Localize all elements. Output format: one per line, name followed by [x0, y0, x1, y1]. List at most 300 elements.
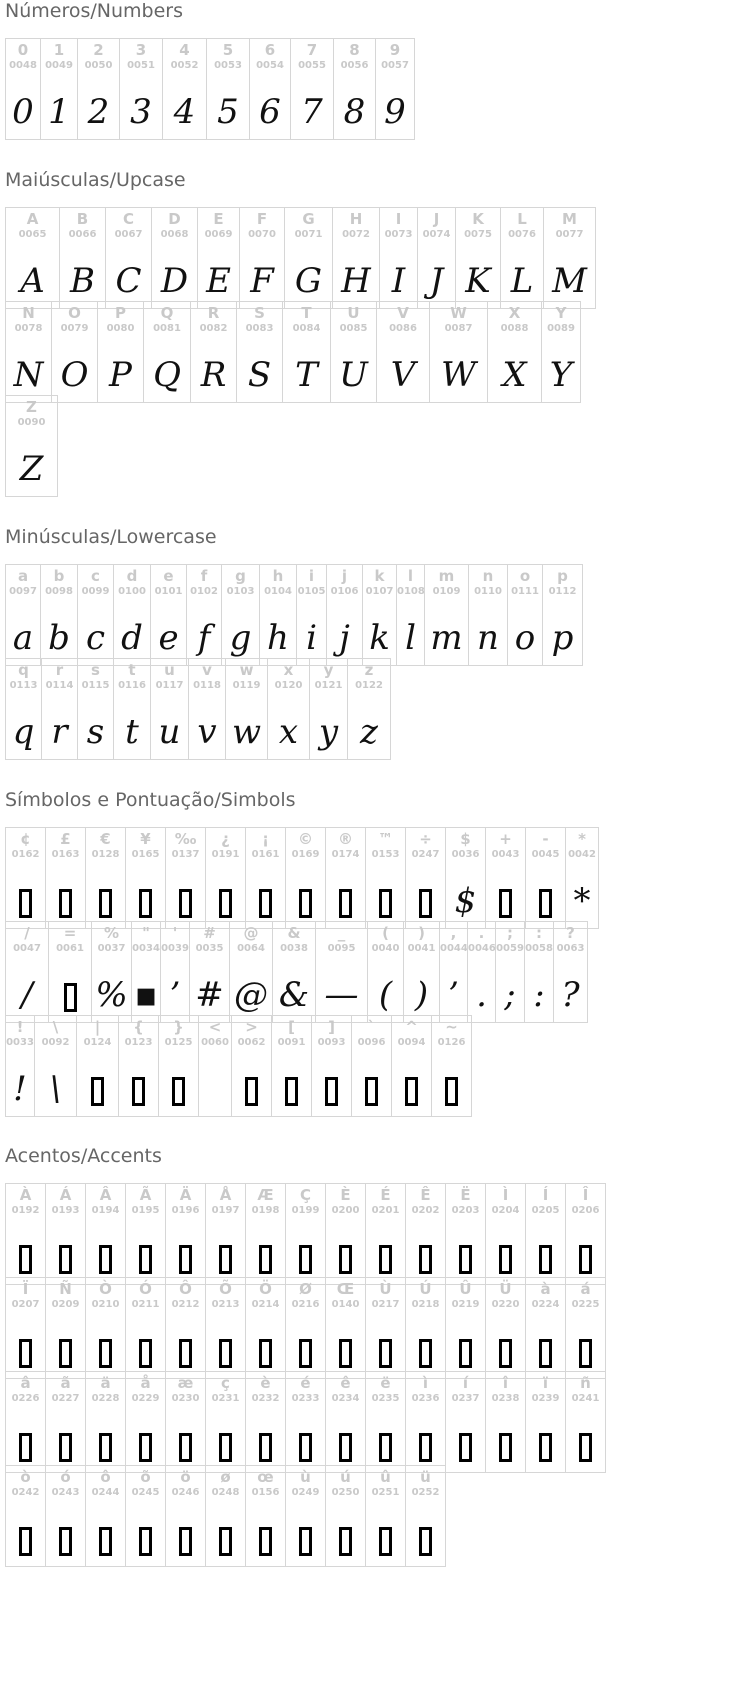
glyph-cell: [445, 1183, 486, 1285]
glyph-cell: [158, 1015, 199, 1117]
glyph-cell: [362, 564, 397, 666]
char-code: 0107: [365, 586, 394, 597]
missing-glyph-box-icon: [326, 1422, 365, 1468]
char-code: 0174: [331, 849, 360, 860]
char-code: 0219: [451, 1299, 480, 1310]
char-label: l: [407, 567, 414, 585]
missing-glyph-box-icon: [432, 1066, 471, 1112]
char-code: 0076: [508, 229, 536, 240]
char-code: 0239: [531, 1393, 560, 1404]
char-code: 0084: [292, 323, 321, 334]
char-label: Z: [26, 398, 37, 416]
missing-glyph-box-icon: [126, 1422, 165, 1468]
glyph-row: [5, 827, 598, 929]
char-code: 0038: [280, 943, 308, 954]
glyph-cell: [365, 1183, 406, 1285]
char-code: 0117: [155, 680, 184, 691]
glyph-cell: [315, 921, 368, 1023]
char-code: 0218: [411, 1299, 440, 1310]
char-label: #: [203, 924, 216, 942]
char-code: 0161: [251, 849, 280, 860]
char-code: 0051: [127, 60, 155, 71]
glyph-sample: @: [234, 975, 268, 1015]
glyph-cell: [485, 1277, 526, 1379]
glyph-cell: [367, 921, 404, 1023]
char-label: ô: [100, 1468, 111, 1486]
char-label: Â: [99, 1186, 112, 1204]
missing-glyph-box-icon: [366, 1516, 405, 1562]
glyph-cell: [565, 827, 599, 929]
glyph-sample: C: [115, 261, 142, 301]
glyph-row: [5, 1015, 471, 1117]
glyph-cell: [365, 1277, 406, 1379]
char-label: ö: [180, 1468, 191, 1486]
missing-glyph-box-icon: [486, 1234, 525, 1280]
glyph-cell: [325, 1183, 366, 1285]
glyph-row: [5, 395, 57, 497]
glyph-cell: [5, 207, 60, 309]
char-code: 0162: [11, 849, 40, 860]
glyph-sample: Q: [153, 355, 181, 395]
glyph-cell: [165, 1465, 206, 1567]
missing-glyph-box-icon: [406, 1234, 445, 1280]
glyph-sample: a: [12, 618, 34, 658]
missing-glyph-box-icon: [206, 1328, 245, 1374]
char-code: 0075: [464, 229, 492, 240]
char-label: Û: [459, 1280, 472, 1298]
char-code: 0048: [9, 60, 37, 71]
char-code: 0233: [291, 1393, 320, 1404]
char-label: ]: [328, 1018, 335, 1036]
char-label: Ì: [502, 1186, 509, 1204]
char-label: g: [235, 567, 246, 585]
glyph-sample: H: [341, 261, 371, 301]
missing-glyph-box-icon: [352, 1066, 391, 1112]
char-code: 0081: [153, 323, 181, 334]
glyph-cell: [542, 564, 583, 666]
char-label: b: [53, 567, 65, 585]
glyph-sample: \: [49, 1069, 62, 1109]
char-code: 0056: [340, 60, 369, 71]
missing-glyph-box-icon: [366, 878, 405, 924]
missing-glyph-box-icon: [206, 878, 245, 924]
glyph-cell: [5, 921, 49, 1023]
char-label: 1: [53, 41, 65, 59]
char-label: a: [17, 567, 29, 585]
char-label: M: [562, 210, 577, 228]
glyph-cell: [77, 564, 114, 666]
char-label: 6: [264, 41, 276, 59]
missing-glyph-box-icon: [486, 878, 525, 924]
glyph-cell: [165, 827, 206, 929]
missing-glyph-box-icon: [446, 1328, 485, 1374]
char-code: 0153: [371, 849, 400, 860]
glyph-cell: [245, 1371, 286, 1473]
char-code: 0194: [91, 1205, 120, 1216]
char-code: 0191: [211, 849, 240, 860]
char-code: 0074: [422, 229, 451, 240]
char-code: 0062: [237, 1037, 266, 1048]
glyph-cell: [85, 827, 126, 929]
glyph-cell: [5, 1183, 46, 1285]
glyph-cell: [245, 1183, 286, 1285]
glyph-cell: [165, 1277, 206, 1379]
glyph-row: [5, 1371, 605, 1473]
char-label: Ê: [420, 1186, 431, 1204]
glyph-sample: 3: [130, 92, 152, 132]
glyph-sample: G: [294, 261, 323, 301]
char-code: 0087: [444, 323, 473, 334]
glyph-sample: r: [51, 712, 68, 752]
glyph-sample: ?: [561, 975, 580, 1015]
char-label: t: [128, 661, 136, 679]
char-code: 0224: [531, 1299, 560, 1310]
char-code: 0089: [547, 323, 575, 334]
missing-glyph-box-icon: [526, 1422, 565, 1468]
char-code: 0054: [256, 60, 284, 71]
missing-glyph-box-icon: [286, 1234, 325, 1280]
char-code: 0104: [264, 586, 292, 597]
missing-glyph-box-icon: [366, 1234, 405, 1280]
char-code: 0071: [294, 229, 323, 240]
char-label: S: [254, 304, 265, 322]
char-label: é: [300, 1374, 311, 1392]
section-title: Maiúsculas/Upcase: [5, 169, 186, 191]
char-label: `: [367, 1018, 376, 1036]
glyph-cell: [150, 658, 189, 760]
glyph-sample: 6: [259, 92, 281, 132]
glyph-cell: [150, 564, 187, 666]
missing-glyph-box-icon: [286, 1422, 325, 1468]
glyph-cell: [41, 658, 78, 760]
glyph-cell: [455, 207, 501, 309]
char-code: 0226: [11, 1393, 40, 1404]
char-code: 0109: [432, 586, 461, 597]
glyph-cell: [151, 207, 198, 309]
glyph-sample: h: [267, 618, 289, 658]
char-code: 0230: [171, 1393, 200, 1404]
char-label: Å: [219, 1186, 232, 1204]
char-label: ¡: [262, 830, 269, 848]
missing-glyph-box-icon: [272, 1066, 311, 1112]
char-label: €: [100, 830, 111, 848]
glyph-sample: S: [247, 355, 272, 395]
char-label: À: [19, 1186, 32, 1204]
glyph-sample: V: [390, 355, 416, 395]
glyph-cell: [113, 658, 151, 760]
glyph-cell: [221, 564, 260, 666]
char-code: 0072: [342, 229, 370, 240]
glyph-cell: [189, 921, 230, 1023]
char-label: ò: [20, 1468, 31, 1486]
glyph-cell: [236, 301, 283, 403]
missing-glyph-box-icon: [526, 1328, 565, 1374]
char-label: |: [94, 1018, 101, 1036]
glyph-sample: q: [12, 712, 35, 752]
char-label: ): [418, 924, 425, 942]
glyph-cell: [205, 1465, 246, 1567]
char-label: /: [24, 924, 30, 942]
glyph-cell: [190, 301, 237, 403]
char-label: r: [55, 661, 64, 679]
glyph-cell: [543, 207, 596, 309]
char-label: ~: [445, 1018, 458, 1036]
char-code: 0035: [195, 943, 224, 954]
char-label: }: [173, 1018, 184, 1036]
char-code: 0102: [190, 586, 218, 597]
missing-glyph-box-icon: [286, 1516, 325, 1562]
char-code: 0210: [91, 1299, 120, 1310]
char-label: j: [341, 567, 348, 585]
glyph-cell: [165, 1183, 206, 1285]
glyph-sample: e: [158, 618, 179, 658]
glyph-cell: [431, 1015, 472, 1117]
char-label: Õ: [219, 1280, 232, 1298]
char-label: á: [580, 1280, 591, 1298]
glyph-sample: 4: [173, 92, 196, 132]
missing-glyph-box-icon: [406, 1422, 445, 1468]
glyph-cell: [325, 1371, 366, 1473]
char-label: C: [122, 210, 134, 228]
glyph-cell: [205, 827, 246, 929]
glyph-cell: [105, 207, 152, 309]
char-label: !: [16, 1018, 24, 1036]
char-label: $: [460, 830, 471, 848]
glyph-cell: [40, 38, 78, 140]
char-code: 0068: [160, 229, 189, 240]
char-label: Q: [160, 304, 174, 322]
glyph-sample: 8: [343, 92, 366, 132]
char-label: k: [374, 567, 385, 585]
char-label: J: [433, 210, 440, 228]
glyph-sample: m: [430, 618, 463, 658]
char-label: à: [540, 1280, 551, 1298]
glyph-sample: ’: [448, 975, 459, 1015]
char-code: 0229: [131, 1393, 160, 1404]
char-code: 0040: [371, 943, 400, 954]
char-code: 0064: [237, 943, 265, 954]
glyph-sample: L: [510, 261, 534, 301]
glyph-sample: #: [195, 975, 224, 1015]
glyph-cell: [5, 1277, 46, 1379]
glyph-sample: t: [125, 712, 139, 752]
glyph-row: [5, 564, 582, 666]
char-label: i: [308, 567, 315, 585]
glyph-cell: [405, 1465, 446, 1567]
char-code: 0195: [131, 1205, 160, 1216]
glyph-sample: X: [502, 355, 527, 395]
char-label: R: [207, 304, 220, 322]
glyph-cell: [85, 1465, 126, 1567]
glyph-cell: [417, 207, 456, 309]
char-label: ã: [60, 1374, 71, 1392]
char-code: 0248: [211, 1487, 240, 1498]
char-code: 0201: [371, 1205, 400, 1216]
glyph-sample: d: [121, 618, 143, 658]
char-label: Ç: [299, 1186, 311, 1204]
glyph-cell: [188, 658, 226, 760]
missing-glyph-box-icon: [566, 1422, 605, 1468]
glyph-sample: /: [21, 975, 33, 1015]
char-label: e: [163, 567, 174, 585]
char-code: 0120: [274, 680, 303, 691]
glyph-cell: [249, 38, 291, 140]
char-code: 0249: [291, 1487, 320, 1498]
char-code: 0247: [411, 849, 440, 860]
glyph-cell: [5, 1465, 46, 1567]
char-code: 0196: [171, 1205, 200, 1216]
char-label: [: [288, 1018, 295, 1036]
char-label: È: [340, 1186, 351, 1204]
section-title: Números/Numbers: [5, 0, 183, 22]
char-label: ç: [221, 1374, 230, 1392]
char-code: 0045: [531, 849, 560, 860]
char-code: 0198: [251, 1205, 280, 1216]
char-code: 0080: [106, 323, 135, 334]
section-title: Símbolos e Pontuação/Simbols: [5, 789, 296, 811]
missing-glyph-box-icon: [126, 878, 165, 924]
glyph-sample: B: [70, 261, 95, 301]
char-code: 0232: [251, 1393, 280, 1404]
missing-glyph-box-icon: [126, 1516, 165, 1562]
glyph-cell: [231, 1015, 272, 1117]
char-label: I: [395, 210, 402, 228]
char-code: 0079: [60, 323, 89, 334]
glyph-cell: [160, 921, 190, 1023]
glyph-sample: y: [318, 712, 339, 752]
char-code: 0065: [18, 229, 47, 240]
missing-glyph-box-icon: [566, 1328, 605, 1374]
glyph-cell: [309, 658, 348, 760]
section-title: Acentos/Accents: [5, 1145, 162, 1167]
char-label: Î: [582, 1186, 589, 1204]
char-label: ™: [378, 830, 393, 848]
glyph-cell: [405, 827, 446, 929]
glyph-cell: [429, 301, 488, 403]
missing-glyph-box-icon: [166, 878, 205, 924]
glyph-row: [5, 1183, 605, 1285]
char-label: ;: [507, 924, 513, 942]
char-code: 0252: [411, 1487, 440, 1498]
char-label: ê: [340, 1374, 351, 1392]
glyph-cell: [48, 921, 92, 1023]
char-code: 0057: [381, 60, 409, 71]
char-code: 0103: [226, 586, 255, 597]
char-code: 0094: [397, 1037, 426, 1048]
char-code: 0140: [331, 1299, 360, 1310]
missing-glyph-box-icon: [406, 1328, 445, 1374]
char-label: Ö: [259, 1280, 272, 1298]
char-label: ù: [300, 1468, 311, 1486]
glyph-sample: 2: [87, 92, 110, 132]
char-code: 0197: [211, 1205, 240, 1216]
char-code: 0069: [204, 229, 233, 240]
char-label: ÷: [419, 830, 432, 848]
glyph-sample: T: [295, 355, 318, 395]
char-code: 0041: [407, 943, 436, 954]
glyph-sample: 0: [12, 92, 34, 132]
glyph-cell: [272, 921, 316, 1023]
glyph-sample: *: [573, 881, 591, 921]
glyph-cell: [34, 1015, 77, 1117]
glyph-cell: [405, 1183, 446, 1285]
char-label: *: [578, 830, 586, 848]
missing-glyph-box-icon: [49, 972, 91, 1018]
char-label: B: [76, 210, 89, 228]
char-label: K: [472, 210, 484, 228]
char-code: 0036: [451, 849, 480, 860]
glyph-sample: N: [13, 355, 44, 395]
glyph-cell: [5, 1015, 35, 1117]
char-label: -: [542, 830, 549, 848]
glyph-sample: k: [369, 618, 390, 658]
missing-glyph-box-icon: [392, 1066, 431, 1112]
missing-glyph-box-icon: [286, 878, 325, 924]
char-label: Á: [59, 1186, 72, 1204]
missing-glyph-box-icon: [326, 1328, 365, 1374]
char-label: G: [302, 210, 315, 228]
char-code: 0236: [411, 1393, 440, 1404]
char-code: 0241: [571, 1393, 600, 1404]
char-label: X: [508, 304, 521, 322]
glyph-sample: l: [405, 618, 416, 658]
char-label: 7: [306, 41, 318, 59]
char-label: >: [245, 1018, 258, 1036]
char-label: d: [126, 567, 138, 585]
glyph-cell: [5, 564, 41, 666]
glyph-sample: W: [441, 355, 476, 395]
char-label: ú: [340, 1468, 351, 1486]
glyph-cell: [553, 921, 588, 1023]
glyph-cell: [333, 38, 376, 140]
glyph-cell: [5, 38, 41, 140]
glyph-sample: U: [339, 355, 368, 395]
glyph-sample: u: [158, 712, 181, 752]
char-label: %: [103, 924, 120, 942]
char-code: 0101: [154, 586, 183, 597]
char-label: c: [91, 567, 100, 585]
char-code: 0126: [437, 1037, 466, 1048]
glyph-cell: [485, 827, 526, 929]
glyph-cell: [245, 1465, 286, 1567]
missing-glyph-box-icon: [86, 878, 125, 924]
glyph-row: [5, 1277, 605, 1379]
char-label: œ: [257, 1468, 274, 1486]
glyph-sample: O: [60, 355, 89, 395]
char-code: 0053: [214, 60, 242, 71]
char-label: ì: [422, 1374, 429, 1392]
missing-glyph-box-icon: [166, 1328, 205, 1374]
glyph-sample: [199, 1066, 231, 1112]
glyph-cell: [59, 207, 106, 309]
glyph-row: [5, 658, 390, 760]
char-code: 0216: [291, 1299, 320, 1310]
glyph-cell: [125, 1183, 166, 1285]
missing-glyph-box-icon: [286, 1328, 325, 1374]
char-code: 0098: [45, 586, 73, 597]
glyph-cell: [76, 1015, 119, 1117]
char-code: 0165: [131, 849, 160, 860]
char-code: 0242: [11, 1487, 40, 1498]
glyph-cell: [424, 564, 469, 666]
char-code: 0200: [331, 1205, 360, 1216]
missing-glyph-box-icon: [526, 878, 565, 924]
char-label: 8: [349, 41, 360, 59]
glyph-cell: [118, 1015, 159, 1117]
char-code: 0116: [118, 680, 146, 691]
glyph-cell: [85, 1183, 126, 1285]
char-label: {: [133, 1018, 144, 1036]
